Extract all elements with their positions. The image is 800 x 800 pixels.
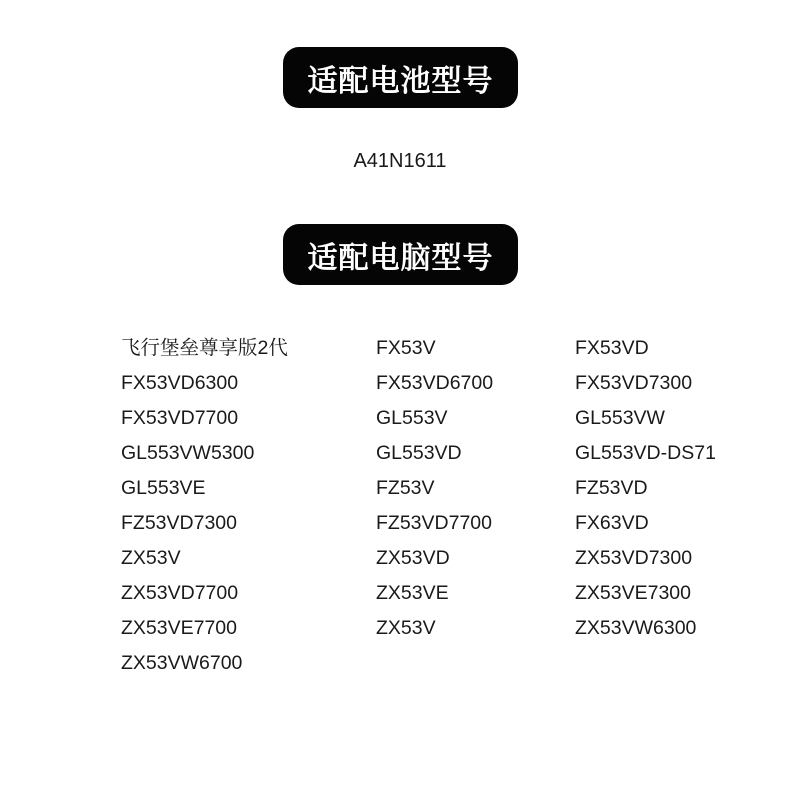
battery-section-title: 适配电池型号: [307, 63, 494, 99]
laptop-section-header: [283, 224, 518, 285]
model-column-3: [575, 333, 716, 648]
laptop-model-item: FZ53VD7300: [121, 512, 237, 534]
laptop-model-item: GL553VD-DS71: [575, 442, 716, 464]
laptop-model-item: GL553VW: [575, 407, 665, 429]
laptop-model-item: ZX53V: [121, 547, 181, 569]
laptop-model-item: GL553VD: [376, 442, 462, 464]
model-column-2: [376, 333, 493, 648]
laptop-model-item: FX53V: [376, 337, 436, 359]
laptop-model-item: ZX53VW6700: [121, 652, 243, 674]
laptop-model-item: GL553V: [376, 407, 448, 429]
battery-section-header: [283, 47, 518, 108]
laptop-model-item: GL553VE: [121, 477, 206, 499]
laptop-model-item: ZX53VD7300: [575, 547, 693, 569]
laptop-model-item: FX63VD: [575, 512, 649, 534]
model-column-1: [121, 333, 288, 683]
laptop-model-item: ZX53VE7700: [121, 617, 238, 639]
laptop-model-item: ZX53V: [376, 617, 436, 639]
laptop-model-item: ZX53VW6300: [575, 617, 697, 639]
laptop-section-title: 适配电脑型号: [307, 240, 494, 276]
laptop-model-item: ZX53VE: [376, 582, 449, 604]
laptop-model-item: FX53VD: [575, 337, 649, 359]
laptop-model-item: FX53VD7700: [121, 407, 239, 429]
laptop-model-item: FX53VD6300: [121, 372, 239, 394]
laptop-model-item: ZX53VE7300: [575, 582, 692, 604]
laptop-model-item: FZ53V: [376, 477, 435, 499]
laptop-model-item: ZX53VD: [376, 547, 450, 569]
laptop-model-item: GL553VW5300: [121, 442, 255, 464]
laptop-model-item: FX53VD6700: [376, 372, 494, 394]
laptop-model-item: 飞行堡垒尊享版2代: [121, 337, 288, 359]
laptop-model-item: FZ53VD7700: [376, 512, 492, 534]
laptop-model-item: ZX53VD7700: [121, 582, 239, 604]
laptop-model-item: FZ53VD: [575, 477, 648, 499]
laptop-model-item: FX53VD7300: [575, 372, 693, 394]
battery-model-text: A41N1611: [353, 150, 447, 172]
